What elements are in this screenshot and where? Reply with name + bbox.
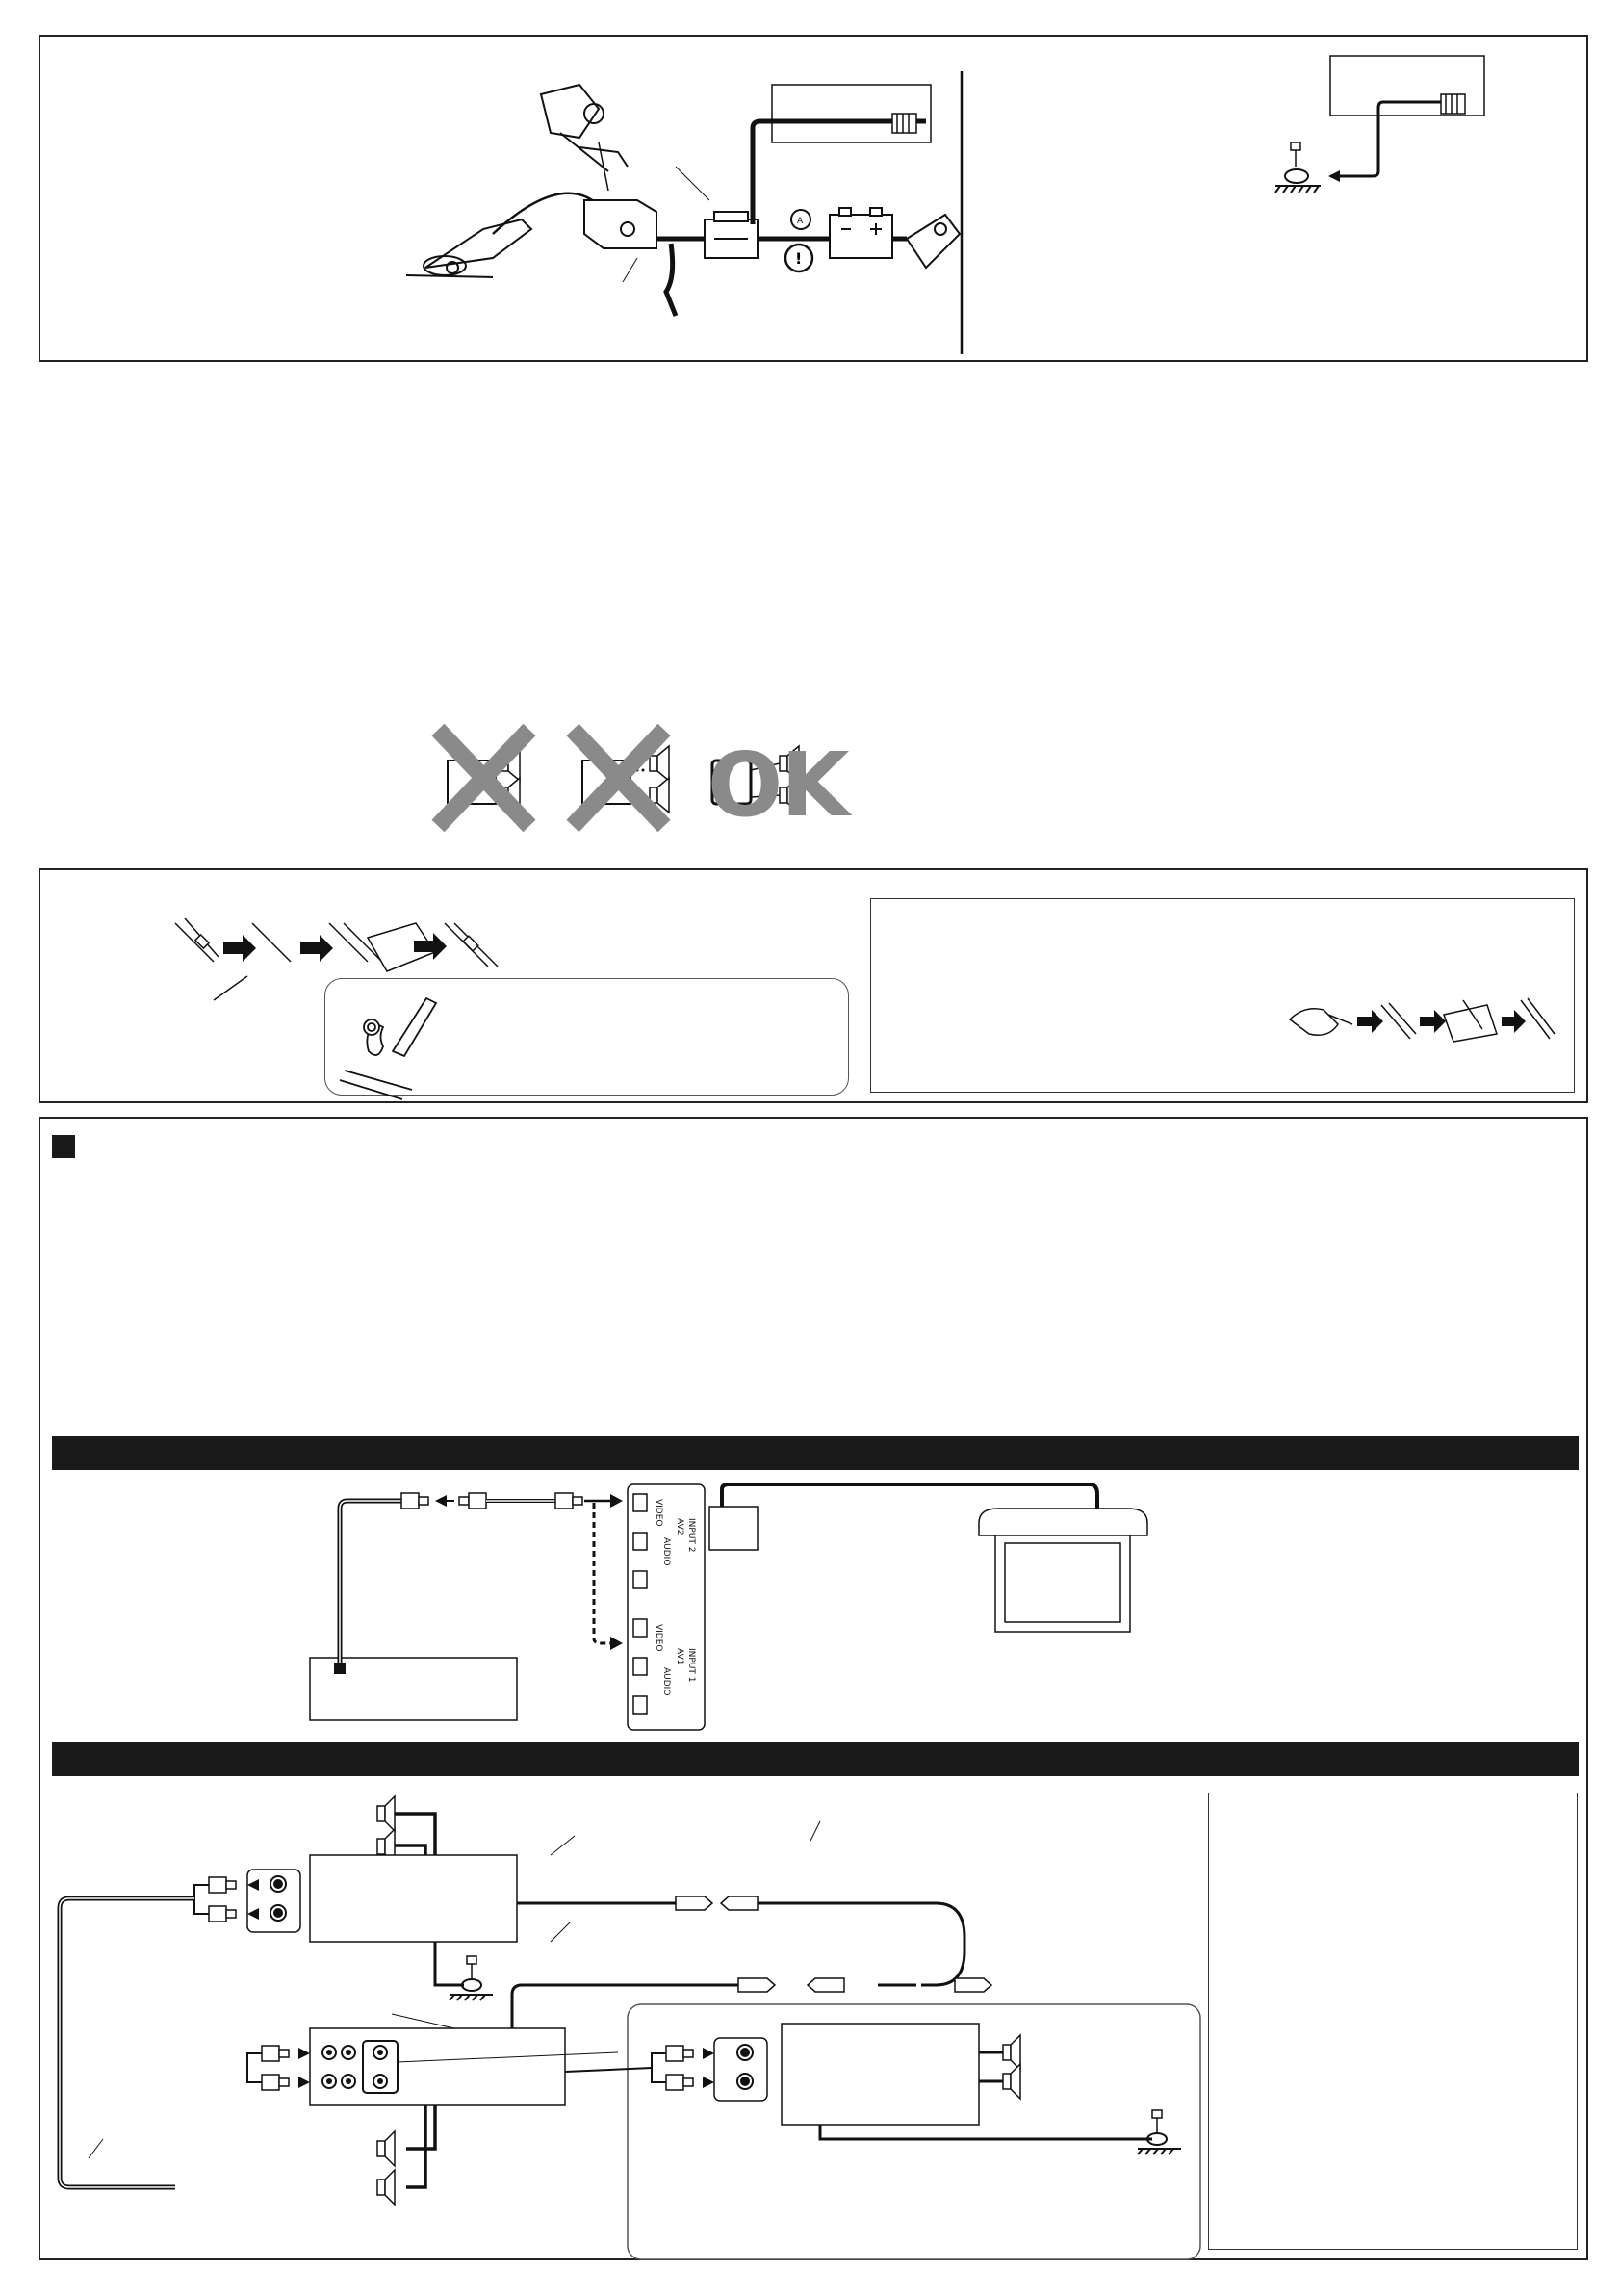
section-header-bar-2 <box>52 1742 1579 1776</box>
connection-arrow <box>493 193 599 234</box>
av2-label: AV2 <box>675 1518 684 1535</box>
rca-input-jack-panel <box>714 2038 767 2101</box>
rca-plug-icon <box>401 1493 428 1509</box>
power-wiring-diagram <box>40 37 1590 364</box>
audio-label-input2: AUDIO <box>661 1537 671 1566</box>
amplifier-box-2 <box>782 2024 979 2125</box>
battery-icon <box>830 208 892 258</box>
video-label-input2: VIDEO <box>654 1499 663 1527</box>
wire-splicing-panel <box>39 868 1588 1103</box>
wrong-example-1 <box>438 730 529 826</box>
speaker-icon <box>377 1796 395 1864</box>
video-label-input1: VIDEO <box>654 1624 663 1652</box>
rca-plug-icon <box>262 2046 289 2090</box>
ok-mark: OK <box>707 734 848 837</box>
speaker-icon <box>377 2131 395 2205</box>
power-wiring-panel <box>39 35 1588 362</box>
wire-prep-subpanel <box>870 898 1575 1093</box>
signal-box-icon <box>709 1507 758 1550</box>
svg-text:A: A <box>797 217 804 226</box>
junction-box-icon <box>584 200 656 248</box>
rca-extension-cable <box>459 1493 582 1509</box>
wire-prep-steps-diagram <box>1285 986 1564 1063</box>
audio-label-input1: AUDIO <box>661 1667 671 1696</box>
av-connection-panel <box>39 1117 1588 2260</box>
av1-label: AV1 <box>675 1648 684 1665</box>
fuse-holder-icon <box>705 212 758 258</box>
monitor-connection-diagram <box>300 1480 1359 1740</box>
head-unit-box <box>310 2028 565 2105</box>
rca-plug-icon <box>209 1877 236 1922</box>
ignition-key-icon <box>541 85 628 171</box>
parking-brake-icon <box>406 219 531 277</box>
svg-text:!: ! <box>795 249 803 268</box>
ground-icon <box>1275 169 1321 193</box>
body-ground-icon <box>907 215 960 268</box>
remote-lead-connector <box>676 1896 758 1910</box>
solder-detail-callout <box>324 978 849 1096</box>
input2-label: INPUT 2 <box>686 1518 696 1553</box>
soldering-iron-icon <box>335 984 450 1090</box>
rca-input-jack-panel <box>247 1870 300 1932</box>
screw-icon <box>1291 142 1300 167</box>
section-marker-square <box>52 1135 75 1158</box>
screw-icon <box>467 1956 476 1978</box>
notes-box <box>1208 1793 1578 2250</box>
amplifier-box-1 <box>310 1855 517 1942</box>
connector-plug-icon <box>892 114 916 133</box>
input1-label: INPUT 1 <box>686 1648 696 1683</box>
overhead-monitor-icon <box>979 1509 1147 1632</box>
section-header-bar-1 <box>52 1436 1579 1470</box>
ground-icon <box>450 1979 493 2000</box>
wrong-example-2 <box>573 730 669 826</box>
amplifier-connection-diagram <box>50 1783 1196 2264</box>
